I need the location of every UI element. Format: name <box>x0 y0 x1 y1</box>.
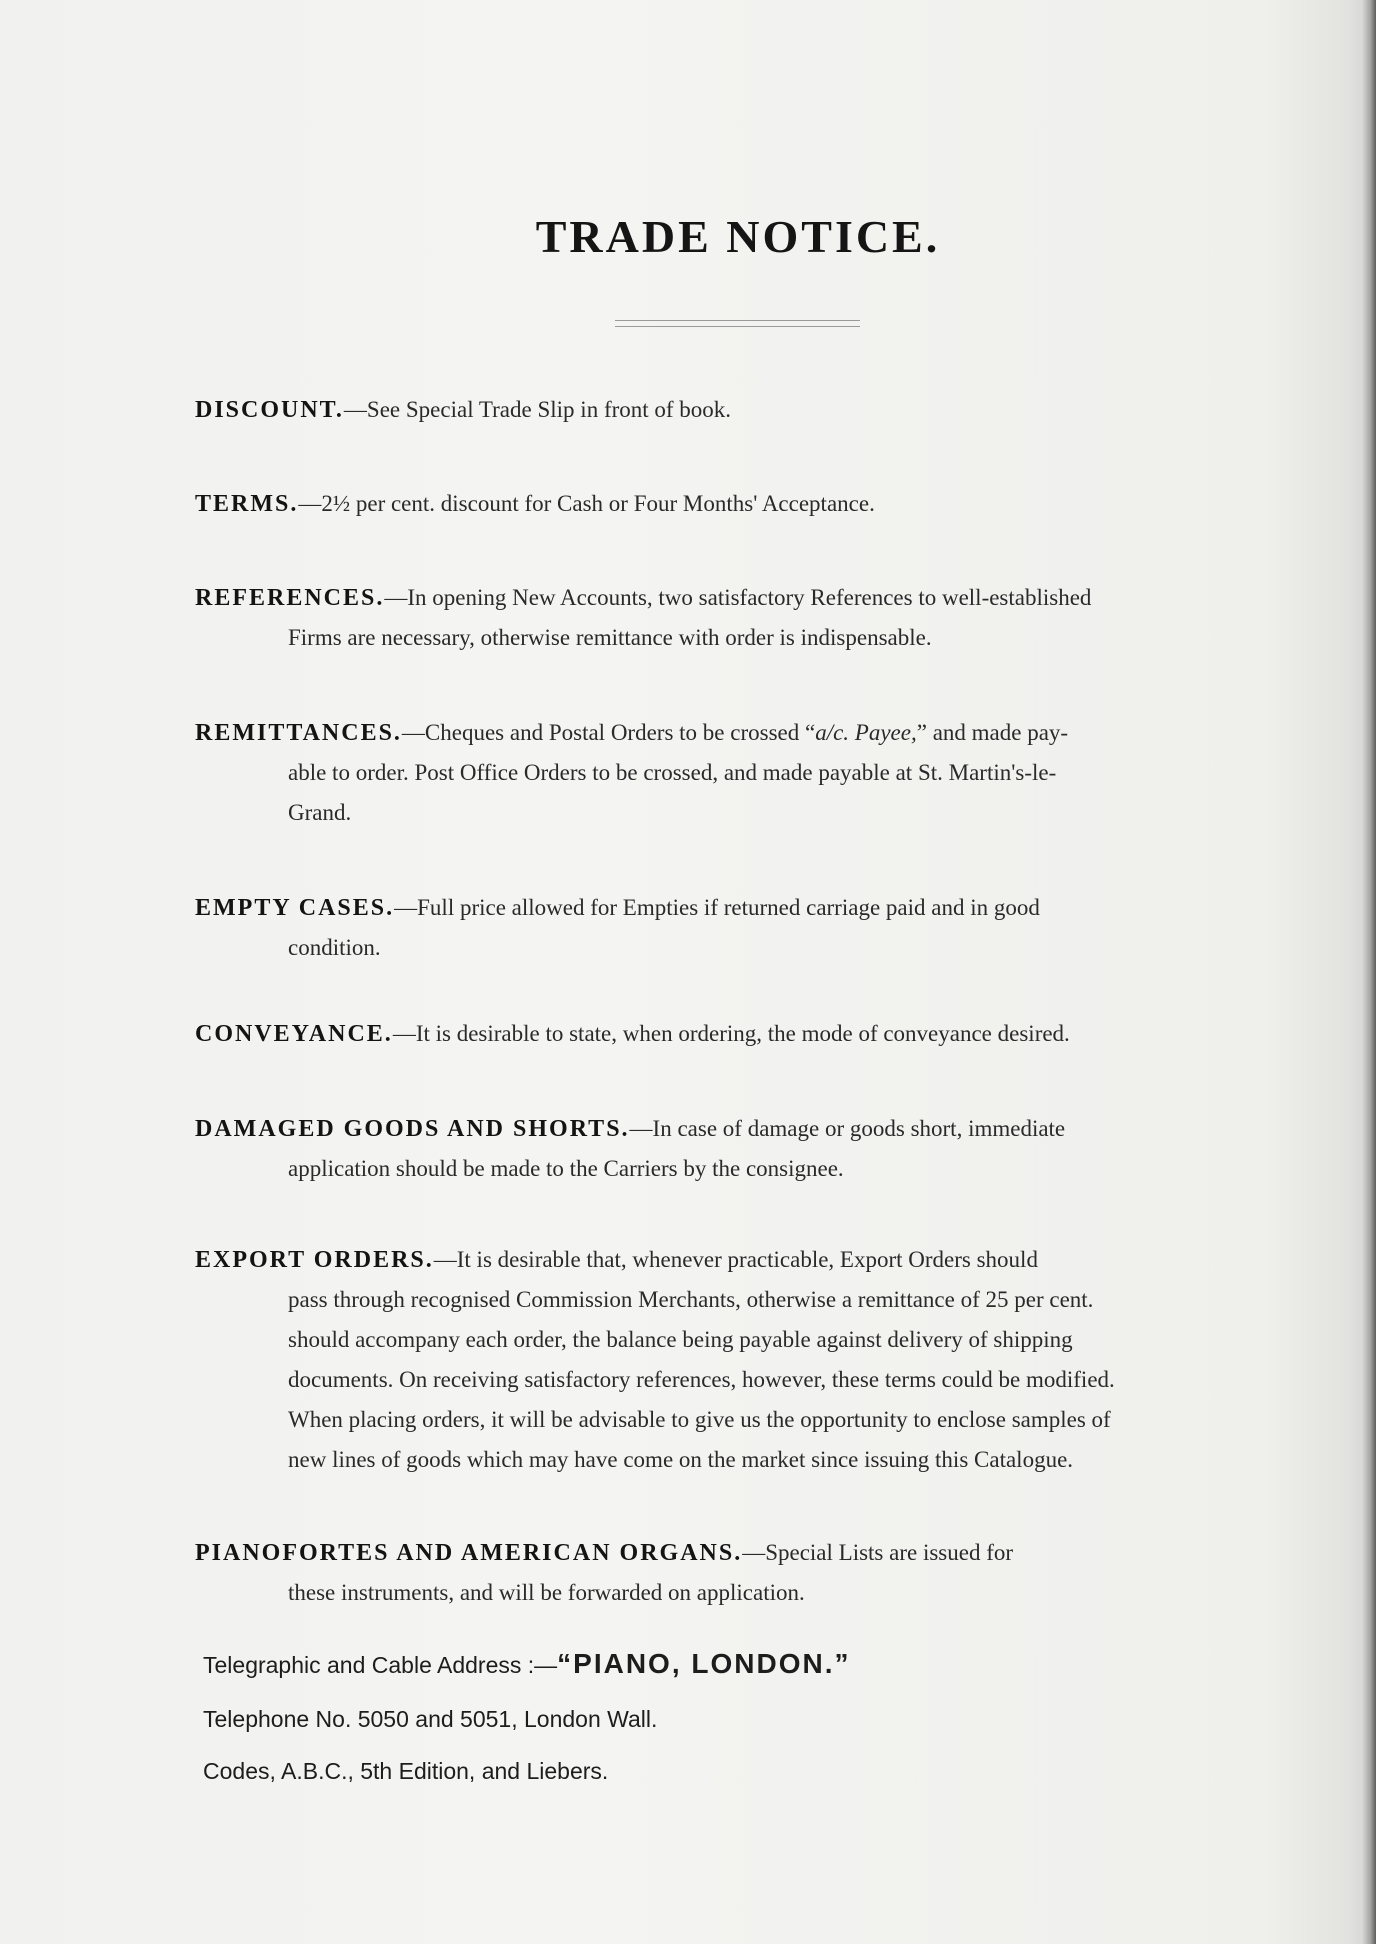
entry-heading: EXPORT ORDERS. <box>195 1247 434 1273</box>
entry-continuation: these instruments, and will be forwarded on application. <box>288 1580 805 1605</box>
entry-pianofortes <box>195 1533 1338 1613</box>
telephone-line: Telephone No. 5050 and 5051, London Wall. <box>203 1706 658 1732</box>
entry-empty-cases <box>195 888 1338 968</box>
entry-continuation: documents. On receiving satisfactory references, however, these terms could be modified. <box>288 1367 1115 1392</box>
entry-heading: REFERENCES. <box>195 585 385 611</box>
entry-text: —In opening New Accounts, two satisfactory References to well-established <box>384 585 1092 610</box>
entry-continuation: new lines of goods which may have come on the market since issuing this Catalogue. <box>288 1447 1074 1472</box>
telegraphic-label: Telegraphic and Cable Address :— <box>203 1652 558 1678</box>
entry-continuation: able to order. Post Office Orders to be crossed, and made payable at St. Martin's-le- <box>288 760 1057 785</box>
page-edge-shadow <box>1362 0 1376 1944</box>
entry-text: —It is desirable that, whenever practicable, Export Orders should <box>433 1247 1038 1272</box>
entry-italic-text: a/c. Payee, <box>815 720 917 745</box>
telegraphic-value: “PIANO, LONDON.” <box>557 1648 851 1679</box>
entry-text: —2½ per cent. discount for Cash or Four Months' Acceptance. <box>298 491 875 516</box>
entry-text: —Full price allowed for Empties if returned carriage paid and in good <box>394 895 1040 920</box>
entry-continuation: application should be made to the Carriers by the consignee. <box>288 1156 844 1181</box>
entry-heading: REMITTANCES. <box>195 720 402 746</box>
entry-text: —Cheques and Postal Orders to be crossed “ <box>401 720 816 745</box>
entry-text: —Special Lists are issued for <box>742 1540 1014 1565</box>
entry-text: ” and made pay- <box>916 720 1069 745</box>
codes-line: Codes, A.B.C., 5th Edition, and Liebers. <box>203 1758 609 1784</box>
entry-text: —It is desirable to state, when ordering, the mode of conveyance desired. <box>392 1021 1070 1046</box>
entry-export-orders <box>195 1240 1338 1480</box>
telegraphic-address <box>203 1648 851 1680</box>
entry-continuation: pass through recognised Commission Merchants, otherwise a remittance of 25 per cent. <box>288 1287 1094 1312</box>
title-divider <box>615 320 860 327</box>
entry-heading: TERMS. <box>195 491 299 517</box>
entry-remittances <box>195 713 1338 833</box>
entry-continuation: should accompany each order, the balance being payable against delivery of shipping <box>288 1327 1073 1352</box>
entry-continuation: Firms are necessary, otherwise remittance with order is indispensable. <box>288 625 932 650</box>
entry-heading: PIANOFORTES AND AMERICAN ORGANS. <box>195 1540 743 1566</box>
entry-discount <box>195 390 1338 430</box>
entry-heading: DAMAGED GOODS AND SHORTS. <box>195 1116 630 1142</box>
entry-terms <box>195 484 1338 524</box>
entry-heading: DISCOUNT. <box>195 397 344 423</box>
page-title: TRADE NOTICE. <box>535 211 941 262</box>
entry-text: —See Special Trade Slip in front of book. <box>343 397 732 422</box>
entry-text: —In case of damage or goods short, immediate <box>629 1116 1066 1141</box>
entry-damaged-goods <box>195 1109 1338 1189</box>
entry-heading: CONVEYANCE. <box>195 1021 393 1047</box>
entry-conveyance <box>195 1014 1338 1054</box>
entry-heading: EMPTY CASES. <box>195 895 395 921</box>
entry-continuation: Grand. <box>288 800 352 825</box>
entry-continuation: When placing orders, it will be advisable to give us the opportunity to enclose samples of <box>288 1407 1111 1432</box>
entry-continuation: condition. <box>288 935 381 960</box>
entry-references <box>195 578 1338 658</box>
